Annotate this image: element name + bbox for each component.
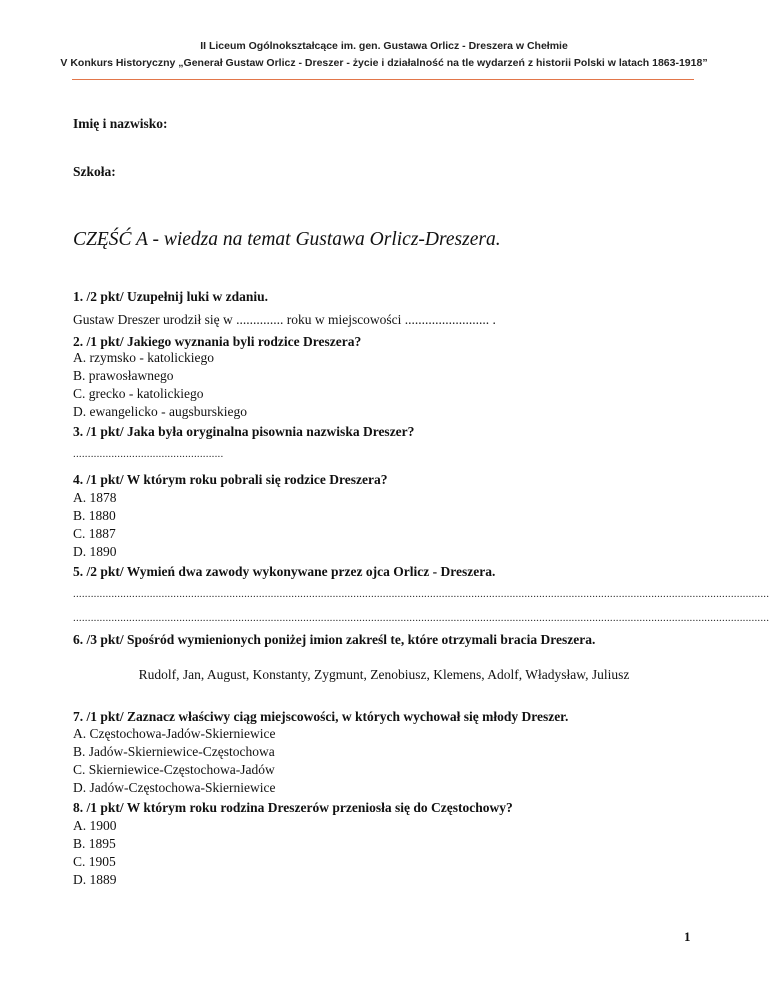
school-label: Szkoła: xyxy=(73,164,116,179)
q7-title: 7. /1 pkt/ Zaznacz właściwy ciąg miejscowości, w których wychował się młody Dreszer. xyxy=(73,709,569,724)
q6-title: 6. /3 pkt/ Spośród wymienionych poniżej imion zakreśl te, które otrzymali bracia Dreszera. xyxy=(73,632,596,647)
q2-option-b: B. prawosławnego xyxy=(73,368,174,383)
q4-option-c: C. 1887 xyxy=(73,526,116,541)
q2-option-d: D. ewangelicko - augsburskiego xyxy=(73,404,247,419)
q7-option-a: A. Częstochowa-Jadów-Skierniewice xyxy=(73,726,276,741)
q8-option-d: D. 1889 xyxy=(73,872,117,887)
q5-answer-line-1: ............................................................................................................................................................................................................................................ xyxy=(73,588,769,600)
q6-names: Rudolf, Jan, August, Konstanty, Zygmunt, Zenobiusz, Klemens, Adolf, Władysław, Juliusz xyxy=(138,667,630,682)
header-contest: V Konkurs Historyczny „Generał Gustaw Orlicz - Dreszer - życie i działalność na tle wydarzeń z historii Polski w latach 1863-1918” xyxy=(60,57,708,69)
header-rule xyxy=(72,79,694,80)
page-number: 1 xyxy=(684,929,691,944)
q7-option-b: B. Jadów-Skierniewice-Częstochowa xyxy=(73,744,275,759)
section-title: CZĘŚĆ A - wiedza na temat Gustawa Orlicz-Dreszera. xyxy=(73,229,501,250)
q4-option-a: A. 1878 xyxy=(73,490,117,505)
q3-title: 3. /1 pkt/ Jaka była oryginalna pisownia nazwiska Dreszer? xyxy=(73,424,415,439)
q5-answer-line-2: ............................................................................................................................................................................................................................................ xyxy=(73,612,769,624)
q8-title: 8. /1 pkt/ W którym roku rodzina Dreszerów przeniosła się do Częstochowy? xyxy=(73,800,513,815)
q3-answer-line: ................................................... xyxy=(73,448,224,460)
q8-option-b: B. 1895 xyxy=(73,836,116,851)
q7-option-c: C. Skierniewice-Częstochowa-Jadów xyxy=(73,762,275,777)
q2-option-a: A. rzymsko - katolickiego xyxy=(73,350,214,365)
q8-option-a: A. 1900 xyxy=(73,818,117,833)
q2-option-c: C. grecko - katolickiego xyxy=(73,386,204,401)
q1-title: 1. /2 pkt/ Uzupełnij luki w zdaniu. xyxy=(73,289,269,304)
q5-title: 5. /2 pkt/ Wymień dwa zawody wykonywane przez ojca Orlicz - Dreszera. xyxy=(73,564,496,579)
header-school: II Liceum Ogólnokształcące im. gen. Gustawa Orlicz - Dreszera w Chełmie xyxy=(200,40,568,52)
name-label: Imię i nazwisko: xyxy=(73,116,168,131)
q4-option-b: B. 1880 xyxy=(73,508,116,523)
q8-option-c: C. 1905 xyxy=(73,854,116,869)
q4-title: 4. /1 pkt/ W którym roku pobrali się rodzice Dreszera? xyxy=(73,472,388,487)
q1-text: Gustaw Dreszer urodził się w .............. roku w miejscowości ......................... . xyxy=(73,312,496,327)
q7-option-d: D. Jadów-Częstochowa-Skierniewice xyxy=(73,780,276,795)
q4-option-d: D. 1890 xyxy=(73,544,117,559)
q2-title: 2. /1 pkt/ Jakiego wyznania byli rodzice Dreszera? xyxy=(73,334,362,349)
